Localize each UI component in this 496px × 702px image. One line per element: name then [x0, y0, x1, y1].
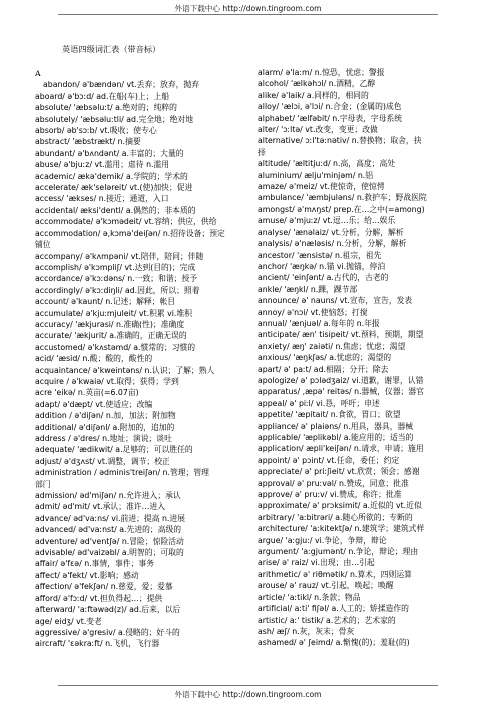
vocab-entry: ankle/ 'æŋkl/ n.踝，踝节部	[258, 284, 358, 294]
vocab-entry: arithmetic/ ə' riθmətik/ n.算术，四则运算	[258, 569, 412, 579]
vocab-entry: appeal/ ə' piːl/ vi.恳，呼吁；申述	[258, 398, 380, 408]
vocab-entry: amuse/ ə'mjuːz/ vt.逗…乐；给…娱乐	[258, 216, 396, 226]
vocab-entry: affair/ ə'fɛə/ n.事情，事件；事务	[35, 559, 155, 569]
vocab-entry: appreciate/ ə' priːʃieit/ vt.欣赏；领会；感谢	[258, 467, 420, 477]
vocab-entry: arise/ ə' raiz/ vi.出现；由…引起	[258, 558, 375, 568]
vocab-entry: annual/ 'ænjuəl/ a.每年的 n.年报	[258, 318, 380, 328]
vocab-entry: administration / ədminis'treiʃən/ n.管理；管理	[35, 468, 209, 478]
vocab-entry: accuracy/ 'ækjurəsi/ n.准确(性)；准确度	[35, 319, 185, 329]
left-column	[35, 68, 257, 650]
vocab-entry: anchor/ 'æŋkə/ n.锚 vi.抛锚，停泊	[258, 261, 386, 271]
vocab-entry: access/ 'ækses/ n.接近；通道，入口	[35, 194, 169, 204]
vocab-entry: account/ ə'kaunt/ n.记述；解释；帐目	[35, 297, 176, 307]
vocab-entry: abandon/ ə'bændən/ vt.丢弃；放弃，抛弃	[43, 80, 200, 90]
vocab-entry: acre 'eikə/ n.英亩(=6.07亩)	[35, 388, 139, 398]
section-letter: A	[35, 69, 41, 78]
vocab-entry: arbitrary/ 'aːbitrəri/ a.随心所欲的；专断的	[258, 512, 413, 522]
vocab-entry: abuse/ ə'bjuːz/ vt.滥用；虐待 n.滥用	[35, 160, 170, 170]
vocab-entry: alter/ 'ɔːltə/ vt.改变，变更；改做	[258, 125, 378, 135]
vocab-entry: 部门	[35, 479, 51, 489]
vocab-entry: appoint/ ə' pɔint/ vt.任命，委任；约定	[258, 455, 400, 465]
vocab-entry: academic/ ækə'demik/ a.学院的；学术的	[35, 171, 188, 181]
vocab-entry: adjust/ ə'dʒʌst/ vt.调整，调节；校正	[35, 456, 170, 466]
vocab-entry: approval/ ə' pruːvəl/ n.赞成，同意；批准	[258, 478, 409, 488]
vocab-entry: applicable/ 'æplikəbl/ a.能应用的；适当的	[258, 433, 414, 442]
vocab-entry: application/ æpli'keiʃən/ n.请求，申请；施用	[258, 444, 424, 454]
vocab-entry: apart/ ə' paːt/ ad.相隔；分开；除去	[258, 364, 389, 374]
vocab-entry: alike/ ə'laik/ a.同样的，相同的	[258, 90, 369, 100]
vocab-entry: ambulance/ 'æmbjuləns/ n.救护车；野战医院	[258, 193, 427, 203]
header-rule	[58, 14, 438, 15]
vocab-entry: 择	[258, 147, 266, 157]
vocab-entry: accurate/ 'ækjurit/ a.准确的，正确无误的	[35, 331, 187, 341]
vocab-entry: anxious/ 'æŋkʃəs/ a.忧虑的；渴望的	[258, 353, 392, 363]
vocab-entry: appliance/ ə' plaiəns/ n.用具，器具，器械	[258, 421, 414, 431]
vocab-entry: alloy/ 'ælɔi, ə'lɔi/ n.合金；(金属的)成色	[258, 102, 402, 112]
page-footer: 外语下载中心 http://down.tingroom.com	[174, 690, 322, 699]
vocab-entry: abundant/ ə'bʌndənt/ a.丰富的；大量的	[35, 148, 184, 158]
vocab-entry: acid/ 'æsid/ n.酸；酸的，酸性的	[35, 354, 153, 364]
vocab-entry: advanced/ əd'vaːnst/ a.先进的；高级的	[35, 525, 182, 535]
vocab-entry: accustomed/ ə'kʌstəmd/ a.惯常的；习惯的	[35, 342, 196, 352]
vocab-entry: absolute/ 'æbsəluːt/ a.绝对的；纯粹的	[35, 103, 177, 113]
vocab-entry: article/ 'aːtikl/ n.条款；物品	[258, 592, 361, 602]
vocab-entry: adventure/ əd'ventʃə/ n.冒险；惊险活动	[35, 536, 184, 546]
vocab-entry: acquaintance/ ə'kweintəns/ n.认识；了解；熟人	[35, 365, 215, 375]
vocab-entry: artificial/ aːti' fiʃəl/ a.人工的；矫揉造作的	[258, 604, 409, 614]
vocab-entry: ancient/ 'einʃənt/ a.古代的，古老的	[258, 273, 389, 283]
vocab-entry: altitude/ 'æltitjuːd/ n.高，高度；高处	[258, 159, 396, 169]
vocab-entry: 铺位	[35, 240, 51, 250]
vocab-entry: accommodation/ ə,kɔmə'deiʃən/ n.招待设备；预定	[35, 228, 225, 238]
vocab-entry: alcohol/ 'ælkəhɔl/ n.酒精，乙醇	[258, 79, 376, 89]
vocab-entry: aboard/ ə'bɔːd/ ad.在船(车)上；上船	[35, 91, 170, 101]
vocab-entry: accumulate/ ə'kjuːmjuleit/ vt.积累 vi.堆积	[35, 308, 192, 318]
vocab-entry: accordingly/ ə'kɔːdiŋli/ ad.因此，所以；照着	[35, 285, 200, 295]
vocab-entry: admit/ əd'mit/ vt.承认；准许…进入	[35, 502, 165, 512]
vocab-entry: artistic/ aː' tistik/ a.艺术的；艺术家的	[258, 615, 396, 625]
vocab-entry: analysis/ ə'næləsis/ n.分析，分解，解析	[258, 239, 407, 249]
vocab-entry: ash/ æʃ/ n.灰，灰末；骨灰	[258, 626, 355, 636]
document-title: 英语四级词汇表（带音标）	[62, 44, 161, 54]
vocab-entry: aggressive/ ə'gresiv/ a.侵略的；好斗的	[35, 627, 180, 637]
vocab-entry: argument/ 'aːgjumənt/ n.争论，辩论；理由	[258, 547, 419, 557]
footer-rule	[58, 685, 438, 686]
vocab-entry: announce/ ə' nauns/ vt.宣布，宣告，发表	[258, 296, 413, 306]
vocab-entry: aircraft/ 'ɛəkraːft/ n.飞机，飞行器	[35, 639, 160, 649]
vocab-entry: architecture/ 'aːkitektʃə/ n.建筑学；建筑式样	[258, 524, 425, 534]
vocab-entry: ancestor/ 'ænsistə/ n.祖宗，祖先	[258, 250, 382, 260]
vocab-entry: age/ eidʒ/ vt.变老	[35, 616, 102, 626]
vocab-entry: affect/ ə'fekt/ vt.影响；感动	[35, 570, 139, 580]
vocab-entry: alarm/ ə'laːm/ n.惊恐，忧虑；警报	[258, 68, 385, 77]
vocab-entry: adequate/ 'ædikwit/ a.足够的；可以胜任的	[35, 445, 193, 455]
vocab-entry: amaze/ ə'meiz/ vt.使惊奇，使惊愕	[258, 182, 385, 192]
vocab-entry: accompany/ ə'kʌmpəni/ vt.陪伴，陪同；伴随	[35, 251, 204, 261]
vocab-entry: affection/ ə'fekʃən/ n.慈爱，爱；爱慕	[35, 582, 173, 592]
vocab-entry: address / ə'dres/ n.地址；演说；谈吐	[35, 434, 172, 443]
vocab-entry: accelerate/ æk'seləreit/ vt.(使)加快；促进	[35, 183, 193, 193]
vocab-entry: abstract/ 'æbstrækt/ n.摘要	[35, 137, 141, 147]
vocab-entry: accidental/ æksi'dentl/ a.偶然的；非本质的	[35, 205, 196, 215]
vocab-entry: afford/ ə'fɔːd/ vt.担负得起…；提供	[35, 593, 163, 603]
vocab-entry: accordance/ ə'kɔːdəns/ n.一致；和谐；授予	[35, 274, 198, 284]
vocab-entry: apologize/ ə' pɔlədʒaiz/ vi.道歉，谢罪，认错	[258, 375, 424, 385]
vocab-entry: accomplish/ ə'kɔmpliʃ/ vt.达到(目的)；完成	[35, 262, 196, 272]
vocab-entry: alternative/ ɔːl'təːnətiv/ n.替换物；取舍，抉	[258, 136, 422, 146]
vocab-entry: annoy/ ə'nɔi/ vt.使恼怒；打搅	[258, 307, 368, 317]
vocab-entry: analyse/ 'ænəlaiz/ vt.分析，分解，解析	[258, 227, 404, 237]
vocab-entry: acquire / ə'kwaiə/ vt.取得；获得；学到	[35, 376, 179, 386]
vocab-entry: additional/ ə'diʃənl/ a.附加的，追加的	[35, 422, 175, 432]
vocab-entry: approve/ ə' pruːv/ vi.赞成，称许；批准	[258, 490, 402, 500]
vocab-entry: alphabet/ 'ælfəbit/ n.字母表，字母系统	[258, 113, 403, 123]
vocab-entry: argue/ 'aːgjuː/ vi.争论，争辩，辩论	[258, 535, 387, 545]
vocab-entry: apparatus/ ,æpə' reitəs/ n.器械，仪器；器官	[258, 387, 424, 397]
vocab-entry: accommodate/ ə'kɔmədeit/ vt.容纳；供应，供给	[35, 217, 217, 227]
right-column	[258, 67, 473, 649]
vocab-entry: absolutely/ 'æbsəluːtli/ ad.完全地；绝对地	[35, 114, 194, 124]
vocab-entry: approximate/ ə' prɔksimit/ a.近似的 vt.近似	[258, 501, 422, 511]
vocab-entry: advisable/ əd'vaizəbl/ a.明智的；可取的	[35, 548, 184, 558]
vocab-entry: appetite/ 'æpitait/ n.食欲，胃口；欲望	[258, 410, 401, 420]
vocab-entry: admission/ əd'miʃən/ n.允许进入；承认	[35, 491, 181, 501]
vocab-entry: aluminium/ ælju'minjəm/ n.铝	[258, 170, 374, 180]
vocab-entry: addition / ə'diʃən/ n.加，加法；附加物	[35, 411, 176, 421]
vocab-entry: afterward/ 'aːftəwəd(z)/ ad.后来，以后	[35, 605, 181, 615]
vocab-entry: anticipate/ æn' tisipeit/ vt.预料，预期，期望	[258, 330, 424, 340]
vocab-entry: advance/ əd'vaːns/ vi.前进；提高 n.进展	[35, 513, 186, 523]
vocab-entry: arouse/ ə' rauz/ vt.引起，唤起；唤醒	[258, 581, 394, 591]
vocab-entry: anxiety/ æŋ' zaiəti/ n.焦虑；忧虑；渴望	[258, 341, 406, 351]
vocab-entry: adapt/ ə'dæpt/ vt.使适应；改编	[35, 399, 153, 409]
vocab-entry: ashamed/ ə' ʃeimd/ a.惭愧(的)；羞耻(的)	[258, 638, 410, 648]
vocab-entry: absorb/ əb'sɔːb/ vt.吸收；使专心	[35, 126, 157, 136]
vocab-entry: amongst/ ə'mʌŋst/ prep.在…之中(=among)	[258, 204, 425, 214]
page-header: 外语下载中心 http://down.tingroom.com	[174, 4, 322, 13]
